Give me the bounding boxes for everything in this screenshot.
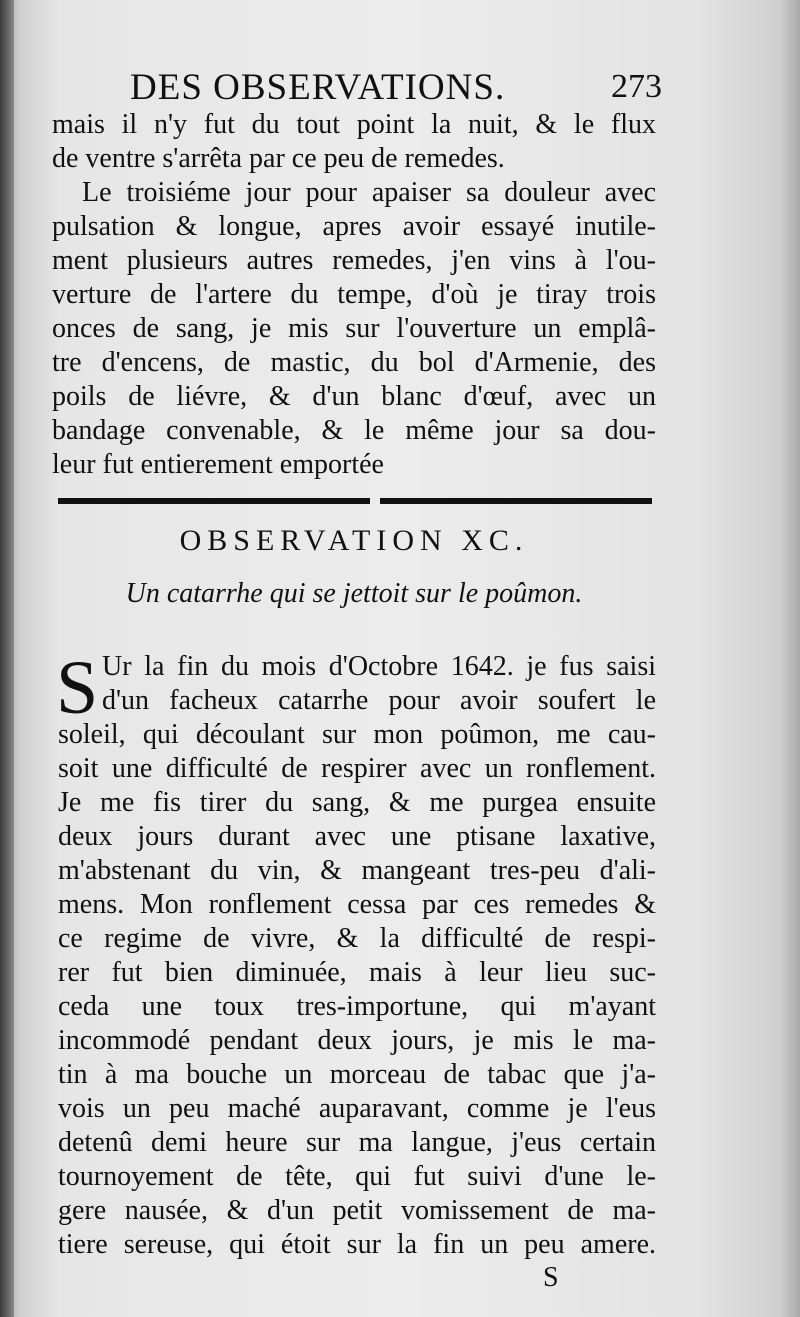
text-line: m'abstenant du vin, & mangeant tres-peu d'ali-	[58, 855, 656, 886]
text-line: tre d'encens, de mastic, du bol d'Armenie, des	[52, 347, 656, 378]
text-line: pulsation & longue, apres avoir essayé inutile-	[52, 211, 656, 242]
text-line: rer fut bien diminuée, mais à leur lieu suc-	[58, 957, 656, 988]
text-line: poils de liévre, & d'un blanc d'œuf, avec un	[52, 381, 656, 412]
section-rule	[380, 498, 652, 504]
text-line: soit une difficulté de respirer avec un ronflement.	[58, 753, 656, 784]
text-line: ment plusieurs autres remedes, j'en vins à l'ou-	[52, 245, 656, 276]
text-line: de ventre s'arrêta par ce peu de remedes.	[52, 143, 505, 174]
text-line: onces de sang, je mis sur l'ouverture un emplâ-	[52, 313, 656, 344]
text-line: mais il n'y fut du tout point la nuit, & le flux	[52, 109, 656, 140]
text-line: incommodé pendant deux jours, je mis le ma-	[58, 1025, 656, 1056]
observation-subtitle: Un catarrhe qui se jettoit sur le poûmon.	[125, 578, 583, 609]
text-line: Le troisiéme jour pour apaiser sa douleur avec	[82, 177, 656, 208]
text-line: mens. Mon ronflement cessa par ces remedes &	[58, 889, 656, 920]
signature-mark: S	[543, 1262, 559, 1293]
text-line: ceda une toux tres-importune, qui m'ayant	[58, 991, 656, 1022]
drop-cap: S	[56, 646, 99, 730]
text-line: Ur la fin du mois d'Octobre 1642. je fus saisi	[102, 651, 656, 682]
text-line: Je me fis tirer du sang, & me purgea ensuite	[58, 787, 656, 818]
text-line: bandage convenable, & le même jour sa dou-	[52, 415, 656, 446]
text-line: vois un peu maché auparavant, comme je l'eus	[58, 1093, 656, 1124]
text-line: deux jours durant avec une ptisane laxative,	[58, 821, 656, 852]
text-line: verture de l'artere du tempe, d'où je tiray trois	[52, 279, 656, 310]
page-number: 273	[611, 68, 662, 105]
running-title: DES OBSERVATIONS.	[130, 67, 506, 108]
text-line: leur fut entierement emportée	[52, 449, 384, 480]
text-line: gere nausée, & d'un petit vomissement de ma-	[58, 1195, 656, 1226]
text-line: d'un facheux catarrhe pour avoir soufert le	[102, 685, 656, 716]
section-rule	[58, 498, 370, 504]
observation-title: OBSERVATION XC.	[179, 524, 529, 557]
text-line: ce regime de vivre, & la difficulté de respi-	[58, 923, 656, 954]
text-line: tournoyement de tête, qui fut suivi d'une le-	[58, 1161, 656, 1192]
text-line: tiere sereuse, qui étoit sur la fin un peu amere.	[58, 1229, 656, 1260]
text-line: tin à ma bouche un morceau de tabac que j'a-	[58, 1059, 656, 1090]
text-line: soleil, qui découlant sur mon poûmon, me cau-	[58, 719, 656, 750]
text-line: detenû demi heure sur ma langue, j'eus certain	[58, 1127, 656, 1158]
